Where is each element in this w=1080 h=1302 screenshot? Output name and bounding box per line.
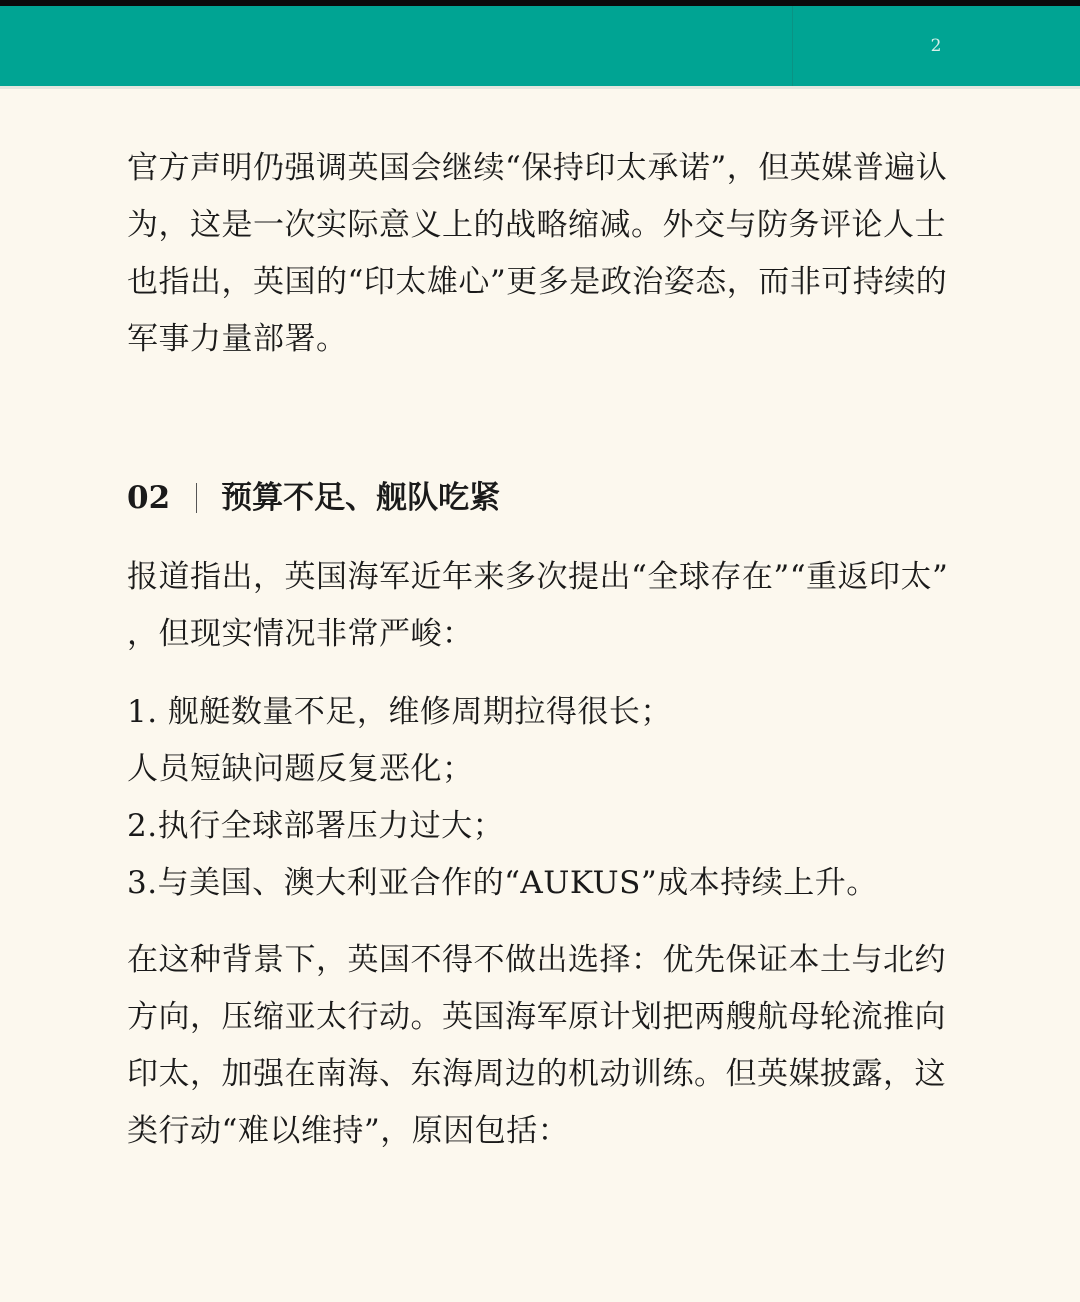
header-divider: [792, 6, 793, 86]
section-title: 预算不足、舰队吃紧: [221, 480, 501, 516]
list-item: 3.与美国、澳大利亚合作的“AUKUS”成本持续上升。: [127, 865, 878, 901]
intro-paragraph: 官方声明仍强调英国会继续“保持印太承诺”，但英媒普遍认为，这是一次实际意义上的战略缩减。外交与防务评论人士也指出，英国的“印太雄心”更多是政治姿态，而非可持续的军事力量部署。: [127, 150, 948, 357]
closing-paragraph: 在这种背景下，英国不得不做出选择：优先保证本土与北约方向，压缩亚太行动。英国海军原计划把两艘航母轮流推向印太，加强在南海、东海周边的机动训练。但英媒披露，这类行动“难以维持”，原因包括：: [127, 942, 946, 1149]
closing-section: [127, 932, 957, 1160]
page-header: [0, 6, 1080, 89]
section-number: 02: [127, 480, 171, 516]
list-item: 1. 舰艇数量不足，维修周期拉得很长；: [127, 694, 672, 730]
lead-line-1: 报道指出，英国海军近年来多次提出“全球存在”“重返印太”: [127, 559, 949, 595]
section-heading: [127, 472, 957, 524]
page-number: 2: [930, 36, 942, 56]
intro-section: [127, 140, 957, 368]
lead-paragraph: [127, 549, 957, 663]
lead-line-2: ，但现实情况非常严峻：: [127, 616, 474, 652]
section-separator: [196, 483, 197, 513]
list-item: 人员短缺问题反复恶化；: [127, 751, 474, 787]
list-item: 2.执行全球部署压力过大；: [127, 808, 505, 844]
issue-list: [127, 684, 957, 912]
